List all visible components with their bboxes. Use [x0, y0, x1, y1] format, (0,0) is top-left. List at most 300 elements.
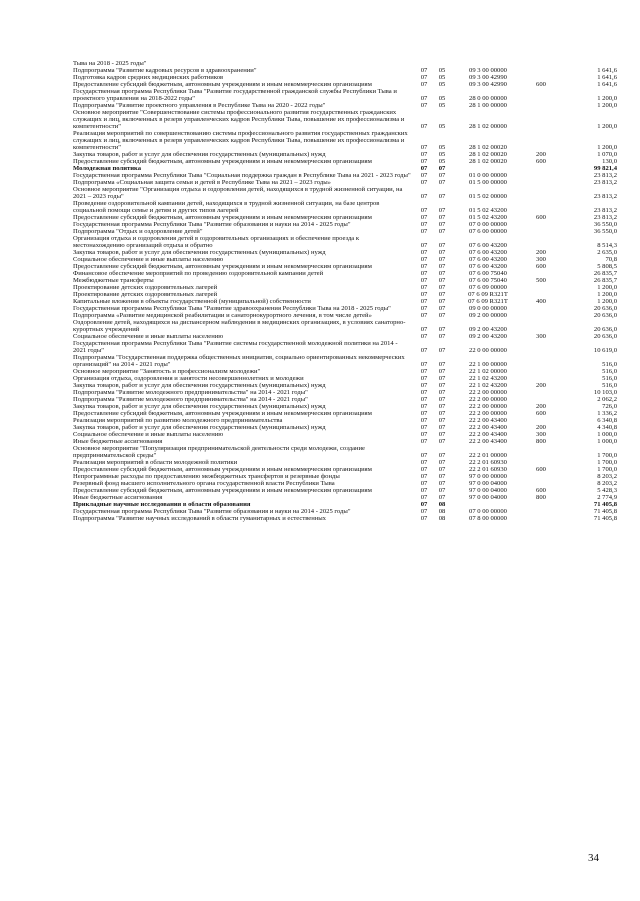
row-subsection: 07 — [438, 305, 446, 312]
row-subsection: 07 — [438, 298, 446, 305]
row-amount: 23 813,2 — [593, 207, 617, 214]
row-amount: 8 203,2 — [597, 480, 617, 487]
row-name: Иные бюджетные ассигнования — [73, 494, 163, 501]
row-name: Государственная программа Республики Тыва "Развитие образования и науки на 2014 - 2025 годы" — [73, 508, 351, 515]
row-amount: 71 405,8 — [593, 515, 617, 522]
row-subsection: 07 — [438, 459, 446, 466]
row-name: Резервный фонд высшего исполнительного органа государственной власти Республики Тыва — [73, 480, 335, 487]
table-row — [73, 459, 617, 466]
row-amount: 1 336,2 — [597, 410, 617, 417]
row-section: 07 — [420, 473, 428, 480]
row-section: 07 — [420, 501, 428, 508]
table-row — [73, 214, 617, 221]
row-section: 07 — [420, 179, 428, 186]
row-amount: 36 550,0 — [593, 228, 617, 235]
row-section: 07 — [420, 347, 428, 354]
row-amount: 71 405,8 — [593, 508, 617, 515]
row-section: 07 — [420, 382, 428, 389]
row-section: 07 — [420, 123, 428, 130]
table-row — [73, 235, 617, 249]
row-subsection: 07 — [438, 277, 446, 284]
row-amount: 10 103,0 — [593, 389, 617, 396]
row-amount: 130,0 — [602, 158, 617, 165]
row-expense-type: 600 — [536, 263, 546, 270]
row-section: 07 — [420, 459, 428, 466]
row-amount: 516,0 — [602, 361, 617, 368]
row-amount: 36 550,0 — [593, 221, 617, 228]
table-row — [73, 480, 617, 487]
row-subsection: 07 — [438, 263, 446, 270]
row-name: Подпрограмма "Развитие проектного управления в Республике Тыва на 2020 - 2022 годы" — [73, 102, 326, 109]
row-name: Иные бюджетные ассигнования — [73, 438, 163, 445]
row-target-code: 01 0 00 00000 — [469, 172, 507, 179]
row-section: 07 — [420, 221, 428, 228]
row-name: Государственная программа Республики Тыва "Развитие здравоохранения Республики Тыва на 2018 - 2025 годы" — [73, 305, 391, 312]
row-amount: 1 200,0 — [597, 95, 617, 102]
table-row — [73, 165, 617, 172]
row-section: 07 — [420, 193, 428, 200]
row-target-code: 22 2 00 00000 — [469, 410, 507, 417]
row-section: 07 — [420, 291, 428, 298]
row-name: Реализация мероприятий в области молодежной политики — [73, 459, 238, 466]
row-subsection: 07 — [438, 396, 446, 403]
row-amount: 1 641,6 — [597, 74, 617, 81]
row-section: 07 — [420, 424, 428, 431]
row-expense-type: 200 — [536, 403, 546, 410]
row-expense-type — [525, 284, 557, 291]
row-section: 07 — [420, 494, 428, 501]
row-section: 07 — [420, 466, 428, 473]
row-target-code: 28 1 02 00020 — [469, 144, 507, 151]
row-target-code: 28 1 00 00000 — [469, 102, 507, 109]
row-subsection: 07 — [438, 417, 446, 424]
row-target-code: 22 2 01 00000 — [469, 452, 507, 459]
row-expense-type — [525, 221, 557, 228]
row-section: 07 — [420, 305, 428, 312]
row-subsection: 05 — [438, 144, 446, 151]
row-expense-type — [525, 270, 557, 277]
row-amount: 5 808,5 — [597, 263, 617, 270]
row-expense-type — [525, 508, 557, 515]
row-expense-type: 600 — [536, 466, 546, 473]
row-amount: 10 619,0 — [593, 347, 617, 354]
row-name: Предоставление субсидий бюджетным, автономным учреждениям и иным некоммерческим организациям — [73, 81, 372, 88]
row-name: Реализация мероприятий по совершенствованию системы профессионального развития государственных гражданских служащих и лиц, включенных в резерв управленческих кадров Республики Тыва, повышение их профессионализма и компетентности" — [73, 130, 408, 151]
row-name: Предоставление субсидий бюджетным, автономным учреждениям и иным некоммерческим организациям — [73, 410, 372, 417]
row-section: 07 — [420, 158, 428, 165]
row-amount: 1 700,0 — [597, 459, 617, 466]
row-section: 07 — [420, 214, 428, 221]
row-subsection: 07 — [438, 165, 446, 172]
row-target-code: 22 2 00 43400 — [469, 431, 507, 438]
row-expense-type — [525, 179, 557, 186]
row-section: 07 — [420, 256, 428, 263]
row-expense-type: 600 — [536, 410, 546, 417]
row-target-code: 09 3 00 00000 — [469, 67, 507, 74]
row-name: Тыва на 2018 - 2025 годы" — [73, 60, 147, 67]
row-amount: 6 340,8 — [597, 417, 617, 424]
table-row — [73, 263, 617, 270]
row-name: Подпрограмма "Развитие молодежного предпринимательства" на 2014 - 2021 годы" — [73, 389, 308, 396]
table-row — [73, 256, 617, 263]
table-row — [73, 403, 617, 410]
row-expense-type: 800 — [536, 438, 546, 445]
row-name: Предоставление субсидий бюджетным, автономным учреждениям и иным некоммерческим организациям — [73, 487, 372, 494]
row-expense-type: 300 — [536, 431, 546, 438]
row-subsection: 05 — [438, 74, 446, 81]
row-target-code: 07 6 00 75040 — [469, 277, 507, 284]
row-subsection: 07 — [438, 487, 446, 494]
row-subsection: 07 — [438, 333, 446, 340]
row-expense-type — [525, 74, 557, 81]
row-amount: 516,0 — [602, 368, 617, 375]
row-amount: 23 813,2 — [593, 172, 617, 179]
row-expense-type — [525, 109, 557, 130]
row-name: Подпрограмма «Социальная защита семьи и детей в Республике Тыва на 2021 – 2023 годы» — [73, 179, 331, 186]
row-expense-type — [525, 60, 557, 67]
row-subsection: 07 — [438, 424, 446, 431]
row-name: Закупка товаров, работ и услуг для обеспечения государственных (муниципальных) нужд — [73, 151, 326, 158]
row-expense-type — [525, 354, 557, 368]
row-name: Закупка товаров, работ и услуг для обеспечения государственных (муниципальных) нужд — [73, 382, 326, 389]
row-subsection: 07 — [438, 249, 446, 256]
row-target-code: 97 0 00 00000 — [469, 473, 507, 480]
row-section: 07 — [420, 487, 428, 494]
row-target-code: 01 5 02 43200 — [469, 207, 507, 214]
row-section: 07 — [420, 151, 428, 158]
row-subsection: 07 — [438, 270, 446, 277]
row-amount: 2 635,0 — [597, 249, 617, 256]
row-expense-type — [525, 291, 557, 298]
row-expense-type — [525, 165, 557, 172]
row-section: 07 — [420, 249, 428, 256]
table-row — [73, 445, 617, 459]
row-amount: 23 813,2 — [593, 193, 617, 200]
row-subsection: 07 — [438, 207, 446, 214]
row-expense-type — [525, 396, 557, 403]
row-amount: 1 070,0 — [597, 151, 617, 158]
row-target-code: 01 5 02 43200 — [469, 214, 507, 221]
row-subsection: 07 — [438, 228, 446, 235]
table-row — [73, 298, 617, 305]
row-name: Основное мероприятие "Популяризация предпринимательской деятельности среди молодежи, создание предпринимательской среды" — [73, 445, 365, 459]
row-expense-type: 300 — [536, 256, 546, 263]
row-target-code: 07 8 00 00000 — [469, 515, 507, 522]
row-subsection: 07 — [438, 375, 446, 382]
row-expense-type — [525, 102, 557, 109]
row-expense-type — [525, 312, 557, 319]
row-expense-type: 600 — [536, 487, 546, 494]
row-target-code — [451, 501, 525, 508]
row-section: 07 — [420, 368, 428, 375]
row-section — [415, 60, 433, 67]
row-section: 07 — [420, 270, 428, 277]
row-subsection: 07 — [438, 473, 446, 480]
row-expense-type — [525, 445, 557, 459]
row-target-code: 09 3 00 42990 — [469, 74, 507, 81]
row-subsection: 05 — [438, 151, 446, 158]
table-row — [73, 74, 617, 81]
row-name: Предоставление субсидий бюджетным, автономным учреждениям и иным некоммерческим организациям — [73, 263, 372, 270]
row-amount: 5 428,3 — [597, 487, 617, 494]
table-row — [73, 466, 617, 473]
row-target-code: 22 2 00 00000 — [469, 403, 507, 410]
row-target-code: 07 0 00 00000 — [469, 221, 507, 228]
row-section: 07 — [420, 298, 428, 305]
row-section: 07 — [420, 172, 428, 179]
row-expense-type — [525, 235, 557, 249]
row-subsection: 07 — [438, 221, 446, 228]
row-expense-type: 300 — [536, 333, 546, 340]
row-section: 07 — [420, 452, 428, 459]
table-row — [73, 151, 617, 158]
row-section: 07 — [420, 515, 428, 522]
row-subsection: 07 — [438, 179, 446, 186]
row-amount: 2 062,2 — [597, 396, 617, 403]
row-target-code: 22 2 01 60930 — [469, 466, 507, 473]
row-name: Социальное обеспечение и иные выплаты населению — [73, 333, 224, 340]
table-row — [73, 221, 617, 228]
row-subsection: 08 — [438, 501, 446, 508]
row-amount: 20 636,0 — [593, 333, 617, 340]
row-amount: 26 835,7 — [593, 270, 617, 277]
row-name: Предоставление субсидий бюджетным, автономным учреждениям и иным некоммерческим организациям — [73, 214, 372, 221]
row-target-code: 07 6 00 00000 — [469, 228, 507, 235]
row-amount: 26 835,7 — [593, 277, 617, 284]
row-expense-type — [525, 130, 557, 151]
table-row — [73, 389, 617, 396]
row-subsection: 07 — [438, 382, 446, 389]
row-target-code: 22 1 02 43200 — [469, 375, 507, 382]
row-name: Проектирование детских оздоровительных лагерей — [73, 291, 218, 298]
row-expense-type: 800 — [536, 494, 546, 501]
row-name: Подготовка кадров средних медицинских работников — [73, 74, 224, 81]
row-subsection: 07 — [438, 403, 446, 410]
row-name: Подпрограмма "Государственная поддержка общественных инициатив, социально ориентированных некоммерческих организаций" на 2014 - 2021 годы" — [73, 354, 405, 368]
row-name: Финансовое обеспечение мероприятий по проведению оздоровительной кампании детей — [73, 270, 324, 277]
row-target-code: 07 6 09 R321T — [468, 291, 508, 298]
row-section: 07 — [420, 95, 428, 102]
row-amount: 1 200,0 — [597, 102, 617, 109]
row-expense-type: 500 — [536, 277, 546, 284]
row-expense-type — [525, 186, 557, 200]
row-amount: 1 200,0 — [597, 144, 617, 151]
row-section: 07 — [420, 417, 428, 424]
row-target-code: 09 0 00 00000 — [469, 305, 507, 312]
row-name: Прикладные научные исследования в области образования — [73, 501, 251, 508]
row-amount: 1 700,0 — [597, 452, 617, 459]
row-name: Закупка товаров, работ и услуг для обеспечения государственных (муниципальных) нужд — [73, 424, 326, 431]
row-target-code: 97 0 00 04000 — [469, 480, 507, 487]
row-name: Подпрограмма «Развитие медицинской реабилитации и санаторнокурортного лечения, в том числе детей» — [73, 312, 372, 319]
row-expense-type — [525, 172, 557, 179]
row-expense-type — [525, 340, 557, 354]
document-page — [73, 60, 617, 522]
row-section: 07 — [420, 228, 428, 235]
row-subsection: 07 — [438, 410, 446, 417]
row-expense-type: 600 — [536, 158, 546, 165]
row-name: Непрограммные расходы по предоставлению межбюджетных трансфертов и резервные фонды — [73, 473, 340, 480]
row-name: Государственная программа Республики Тыва "Развитие образования и науки на 2014 - 2025 годы" — [73, 221, 351, 228]
row-expense-type — [525, 515, 557, 522]
row-section: 07 — [420, 438, 428, 445]
row-amount: 1 000,0 — [597, 431, 617, 438]
row-target-code: 07 6 00 43200 — [469, 256, 507, 263]
row-name: Социальное обеспечение и иные выплаты населению — [73, 431, 224, 438]
table-row — [73, 368, 617, 375]
row-amount — [557, 60, 617, 67]
row-amount: 516,0 — [602, 382, 617, 389]
table-row — [73, 396, 617, 403]
row-amount: 8 203,2 — [597, 473, 617, 480]
table-row — [73, 305, 617, 312]
row-section: 07 — [420, 403, 428, 410]
row-name: Проектирование детских оздоровительных лагерей — [73, 284, 218, 291]
row-subsection: 05 — [438, 81, 446, 88]
row-name: Межбюджетные трансферты — [73, 277, 154, 284]
table-row — [73, 249, 617, 256]
row-subsection: 08 — [438, 515, 446, 522]
row-subsection: 05 — [438, 95, 446, 102]
row-subsection — [433, 60, 451, 67]
row-target-code: 22 2 01 60930 — [469, 459, 507, 466]
row-target-code: 22 1 02 00000 — [469, 368, 507, 375]
table-row — [73, 354, 617, 368]
row-expense-type: 200 — [536, 249, 546, 256]
row-expense-type — [525, 375, 557, 382]
row-name: Основное мероприятие "Занятость и профессионализм молодежи" — [73, 368, 261, 375]
row-subsection: 05 — [438, 67, 446, 74]
page-number: 34 — [588, 852, 599, 864]
row-subsection: 07 — [438, 242, 446, 249]
row-expense-type — [525, 88, 557, 102]
row-name: Подпрограмма "Развитие кадровых ресурсов в здравоохранении" — [73, 67, 257, 74]
row-section: 07 — [420, 431, 428, 438]
row-target-code: 28 1 02 00000 — [469, 123, 507, 130]
row-section: 07 — [420, 480, 428, 487]
row-section: 07 — [420, 312, 428, 319]
table-row — [73, 88, 617, 102]
table-row — [73, 508, 617, 515]
row-target-code: 22 0 00 00000 — [469, 347, 507, 354]
row-section: 07 — [420, 242, 428, 249]
row-name: Государственная программа Республики Тыва "Социальная поддержка граждан в Республике Тыва на 2021 - 2023 годы" — [73, 172, 411, 179]
row-section: 07 — [420, 74, 428, 81]
table-row — [73, 375, 617, 382]
row-subsection: 07 — [438, 291, 446, 298]
table-row — [73, 417, 617, 424]
row-target-code: 22 2 00 00000 — [469, 389, 507, 396]
row-target-code: 09 3 00 42990 — [469, 81, 507, 88]
row-target-code — [451, 60, 525, 67]
row-subsection: 07 — [438, 466, 446, 473]
row-subsection: 07 — [438, 312, 446, 319]
row-name: Реализация мероприятий по развитию молодежного предпринимательства — [73, 417, 283, 424]
row-expense-type — [525, 389, 557, 396]
row-amount: 726,0 — [602, 403, 617, 410]
table-row — [73, 158, 617, 165]
row-subsection: 07 — [438, 431, 446, 438]
row-expense-type: 200 — [536, 151, 546, 158]
row-subsection: 07 — [438, 389, 446, 396]
row-target-code — [451, 165, 525, 172]
table-row — [73, 494, 617, 501]
row-target-code: 09 2 00 00000 — [469, 312, 507, 319]
row-target-code: 07 6 00 43200 — [469, 242, 507, 249]
table-row — [73, 410, 617, 417]
row-section: 07 — [420, 207, 428, 214]
row-expense-type — [525, 305, 557, 312]
row-amount: 1 200,0 — [597, 123, 617, 130]
table-row — [73, 333, 617, 340]
table-row — [73, 270, 617, 277]
row-expense-type — [525, 200, 557, 214]
row-name: Основное мероприятие "Организация отдыха и оздоровления детей, находящихся в трудной жизненной ситуации, на 2021 – 2023 годы" — [73, 186, 403, 200]
row-amount: 20 636,0 — [593, 326, 617, 333]
table-row — [73, 109, 617, 130]
row-section: 07 — [420, 508, 428, 515]
row-amount: 23 813,2 — [593, 179, 617, 186]
row-expense-type: 200 — [536, 382, 546, 389]
row-section: 07 — [420, 361, 428, 368]
row-amount: 1 700,0 — [597, 466, 617, 473]
row-subsection: 07 — [438, 438, 446, 445]
table-row — [73, 487, 617, 494]
table-row — [73, 291, 617, 298]
table-row — [73, 60, 617, 67]
row-section: 07 — [420, 410, 428, 417]
row-target-code: 22 2 00 43400 — [469, 424, 507, 431]
table-row — [73, 130, 617, 151]
row-amount: 1 000,0 — [597, 438, 617, 445]
row-amount: 8 514,3 — [597, 242, 617, 249]
row-amount: 70,8 — [605, 256, 617, 263]
row-target-code: 22 2 00 43400 — [469, 438, 507, 445]
row-name: Организация отдыха и оздоровления детей в оздоровительных организациях и обеспечение проезда к местонахождению организаций отдыха и обратно — [73, 235, 360, 249]
row-target-code: 07 0 00 00000 — [469, 508, 507, 515]
row-target-code: 07 6 09 00000 — [469, 284, 507, 291]
row-target-code: 28 1 02 00020 — [469, 158, 507, 165]
row-subsection: 07 — [438, 361, 446, 368]
row-subsection: 07 — [438, 452, 446, 459]
row-section: 07 — [420, 102, 428, 109]
row-expense-type — [525, 228, 557, 235]
row-name: Подпрограмма "Развитие молодежного предпринимательства" на 2014 - 2021 годы" — [73, 396, 308, 403]
row-target-code: 28 1 02 00020 — [469, 151, 507, 158]
table-row — [73, 473, 617, 480]
row-section: 07 — [420, 284, 428, 291]
table-row — [73, 277, 617, 284]
table-row — [73, 186, 617, 200]
table-row — [73, 228, 617, 235]
table-row — [73, 172, 617, 179]
row-expense-type — [525, 368, 557, 375]
row-target-code: 01 5 00 00000 — [469, 179, 507, 186]
row-amount: 516,0 — [602, 375, 617, 382]
row-expense-type: 200 — [536, 424, 546, 431]
row-amount: 1 641,6 — [597, 81, 617, 88]
row-amount: 71 405,8 — [593, 501, 617, 508]
table-row — [73, 179, 617, 186]
table-row — [73, 312, 617, 319]
row-subsection: 05 — [438, 158, 446, 165]
row-name: Государственная программа Республики Тыва "Развитие системы государственной молодежной политики на 2014 - 2021 годы" — [73, 340, 398, 354]
row-name: Закупка товаров, работ и услуг для обеспечения государственных (муниципальных) нужд — [73, 403, 326, 410]
row-name: Подпрограмма "Развитие научных исследований в области гуманитарных и естественных — [73, 515, 326, 522]
row-amount: 2 774,9 — [597, 494, 617, 501]
row-target-code: 01 5 02 00000 — [469, 193, 507, 200]
row-amount: 20 636,0 — [593, 312, 617, 319]
